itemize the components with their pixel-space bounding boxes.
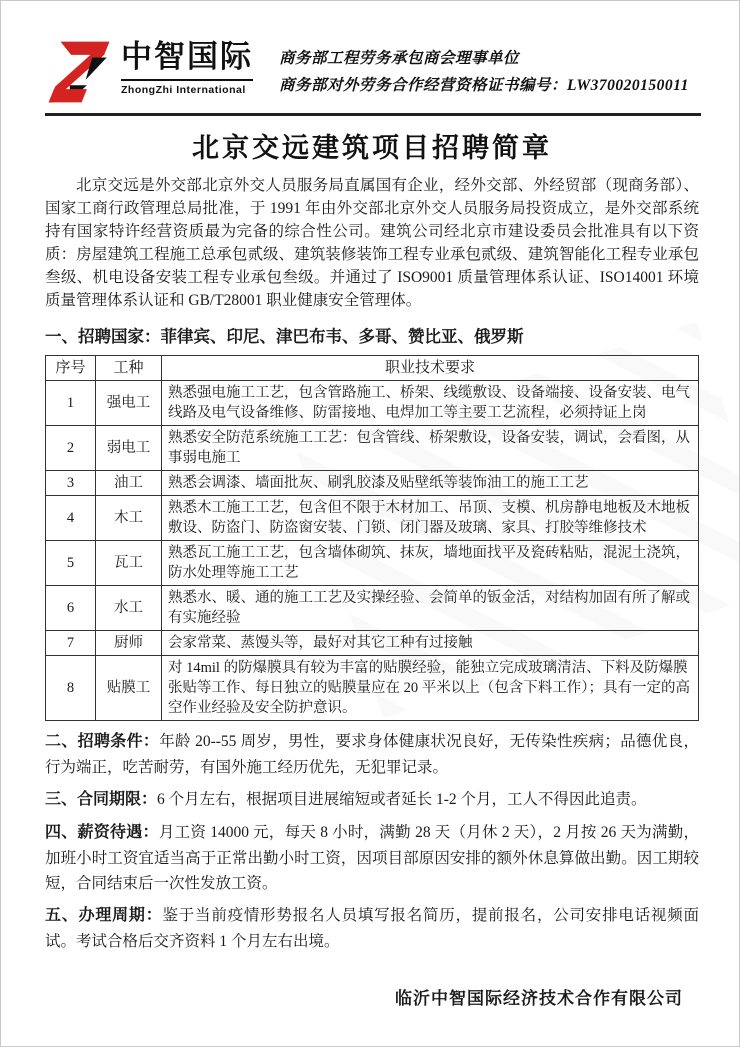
row-no: 4 [46, 496, 96, 541]
certification-line-2: 商务部对外劳务合作经营资格证书编号：LW370020150011 [279, 77, 689, 95]
company-logo [45, 39, 263, 105]
section-countries-list: 菲律宾、印尼、津巴布韦、多哥、赞比亚、俄罗斯 [160, 326, 524, 346]
section-requirements-label: 二、招聘条件： [45, 733, 160, 751]
row-req: 熟悉水、暖、通的施工工艺及实操经验、会简单的钣金活，对结构加固有所了解或有实施经验 [162, 586, 699, 631]
company-signature: 临沂中智国际经济技术合作有限公司 [395, 989, 683, 1009]
row-no: 7 [46, 631, 96, 656]
table-row [46, 656, 699, 721]
row-no: 8 [46, 656, 96, 721]
row-job: 木工 [96, 496, 162, 541]
row-no: 1 [46, 381, 96, 426]
section-countries [45, 323, 699, 347]
certification-lines [279, 39, 689, 99]
section-countries-label: 一、招聘国家： [45, 326, 161, 346]
table-row [46, 471, 699, 496]
section-salary-text: 月工资 14000 元，每天 8 小时，满勤 28 天（月休 2 天），2 月按 26 天为满勤，加班小时工资宜适当高于正常出勤小时工资，因项目部原因安排的额外休息算做出勤。因工期较短，合同结束后一次性发放工资。 [45, 824, 699, 893]
certification-line-1: 商务部工程劳务承包商会理事单位 [279, 50, 520, 67]
table-row [46, 426, 699, 471]
row-req: 会家常菜、蒸馒头等，最好对其它工种有过接触 [162, 631, 699, 656]
header-divider [45, 113, 701, 116]
letterhead [45, 39, 699, 105]
logo-chinese-name: 中智国际 [121, 39, 253, 74]
row-job: 瓦工 [96, 541, 162, 586]
section-requirements-text: 年龄 20--55 周岁，男性，要求身体健康状况良好，无传染性疾病；品德优良，行为端正，吃苦耐劳，有国外施工经历优先，无犯罪记录。 [45, 733, 699, 777]
row-job: 强电工 [96, 381, 162, 426]
table-row [46, 496, 699, 541]
section-contract-term-label: 三、合同期限： [45, 791, 158, 809]
section-contract-term [45, 787, 699, 813]
jobs-table [45, 355, 699, 722]
col-header-job: 工种 [96, 355, 162, 381]
logo-text [121, 39, 253, 96]
section-salary-label: 四、薪资待遇： [45, 824, 159, 842]
row-no: 5 [46, 541, 96, 586]
section-processing-period-text: 鉴于当前疫情形势报名人员填写报名简历，提前报名，公司安排电话视频面试。考试合格后交齐资料 1 个月左右出境。 [45, 907, 699, 951]
row-req: 对 14mil 的防爆膜具有较为丰富的贴膜经验，能独立完成玻璃清洁、下料及防爆膜张贴等工作、每日独立的贴膜量应在 20 平米以上（包含下料工作）；具有一定的高空作业经验及安全防护意识。 [162, 656, 699, 721]
row-job: 油工 [96, 471, 162, 496]
logo-english-name: ZhongZhi International [121, 79, 253, 96]
col-header-req: 职业技术要求 [162, 355, 699, 381]
row-job: 贴膜工 [96, 656, 162, 721]
table-row [46, 631, 699, 656]
section-processing-period-label: 五、办理周期： [45, 907, 163, 925]
col-header-no: 序号 [46, 355, 96, 381]
intro-paragraph: 北京交远是外交部北京外交人员服务局直属国有企业，经外交部、外经贸部（现商务部）、国家工商行政管理总局批准，于 1991 年由外交部北京外交人员服务局投资成立，是外交部系统持有国家特许经营资质最为完备的综合性公司。建筑公司经北京市建设委员会批准具有以下资质：房屋建筑工程施工总承包贰级、建筑装修装饰工程专业承包贰级、建筑智能化工程专业承包叁级、机电设备安装工程专业承包叁级。并通过了 ISO9001 质量管理体系认证、ISO14001 环境质量管理体系认证和 GB/T28001 职业健康安全管理体。 [45, 177, 699, 309]
row-req: 熟悉木工施工工艺，包含但不限于木材加工、吊顶、支模、机房静电地板及木地板敷设、防盗门、防盗窗安装、门锁、闭门器及玻璃、家具、打胶等维修技术 [162, 496, 699, 541]
row-req: 熟悉会调漆、墙面批灰、刷乳胶漆及贴壁纸等装饰油工的施工工艺 [162, 471, 699, 496]
section-processing-period [45, 903, 699, 954]
row-req: 熟悉瓦工施工工艺，包含墙体砌筑、抹灰，墙地面找平及瓷砖粘贴，混泥土浇筑，防水处理等施工工艺 [162, 541, 699, 586]
row-no: 3 [46, 471, 96, 496]
row-no: 6 [46, 586, 96, 631]
section-requirements [45, 729, 699, 780]
row-job: 水工 [96, 586, 162, 631]
row-job: 厨师 [96, 631, 162, 656]
table-header-row [46, 355, 699, 381]
row-job: 弱电工 [96, 426, 162, 471]
table-row [46, 381, 699, 426]
section-contract-term-text: 6 个月左右，根据项目进展缩短或者延长 1-2 个月，工人不得因此追责。 [157, 791, 647, 809]
page-title: 北京交远建筑项目招聘简章 [192, 133, 552, 163]
table-row [46, 541, 699, 586]
row-no: 2 [46, 426, 96, 471]
zhongzhi-z-logo-icon [45, 39, 113, 105]
section-salary [45, 820, 699, 896]
row-req: 熟悉强电施工工艺，包含管路施工、桥架、线缆敷设、设备端接、设备安装、电气线路及电气设备维修、防雷接地、电焊加工等主要工艺流程，必须持证上岗 [162, 381, 699, 426]
row-req: 熟悉安全防范系统施工工艺：包含管线、桥架敷设，设备安装，调试，会看图，从事弱电施工 [162, 426, 699, 471]
table-row [46, 586, 699, 631]
